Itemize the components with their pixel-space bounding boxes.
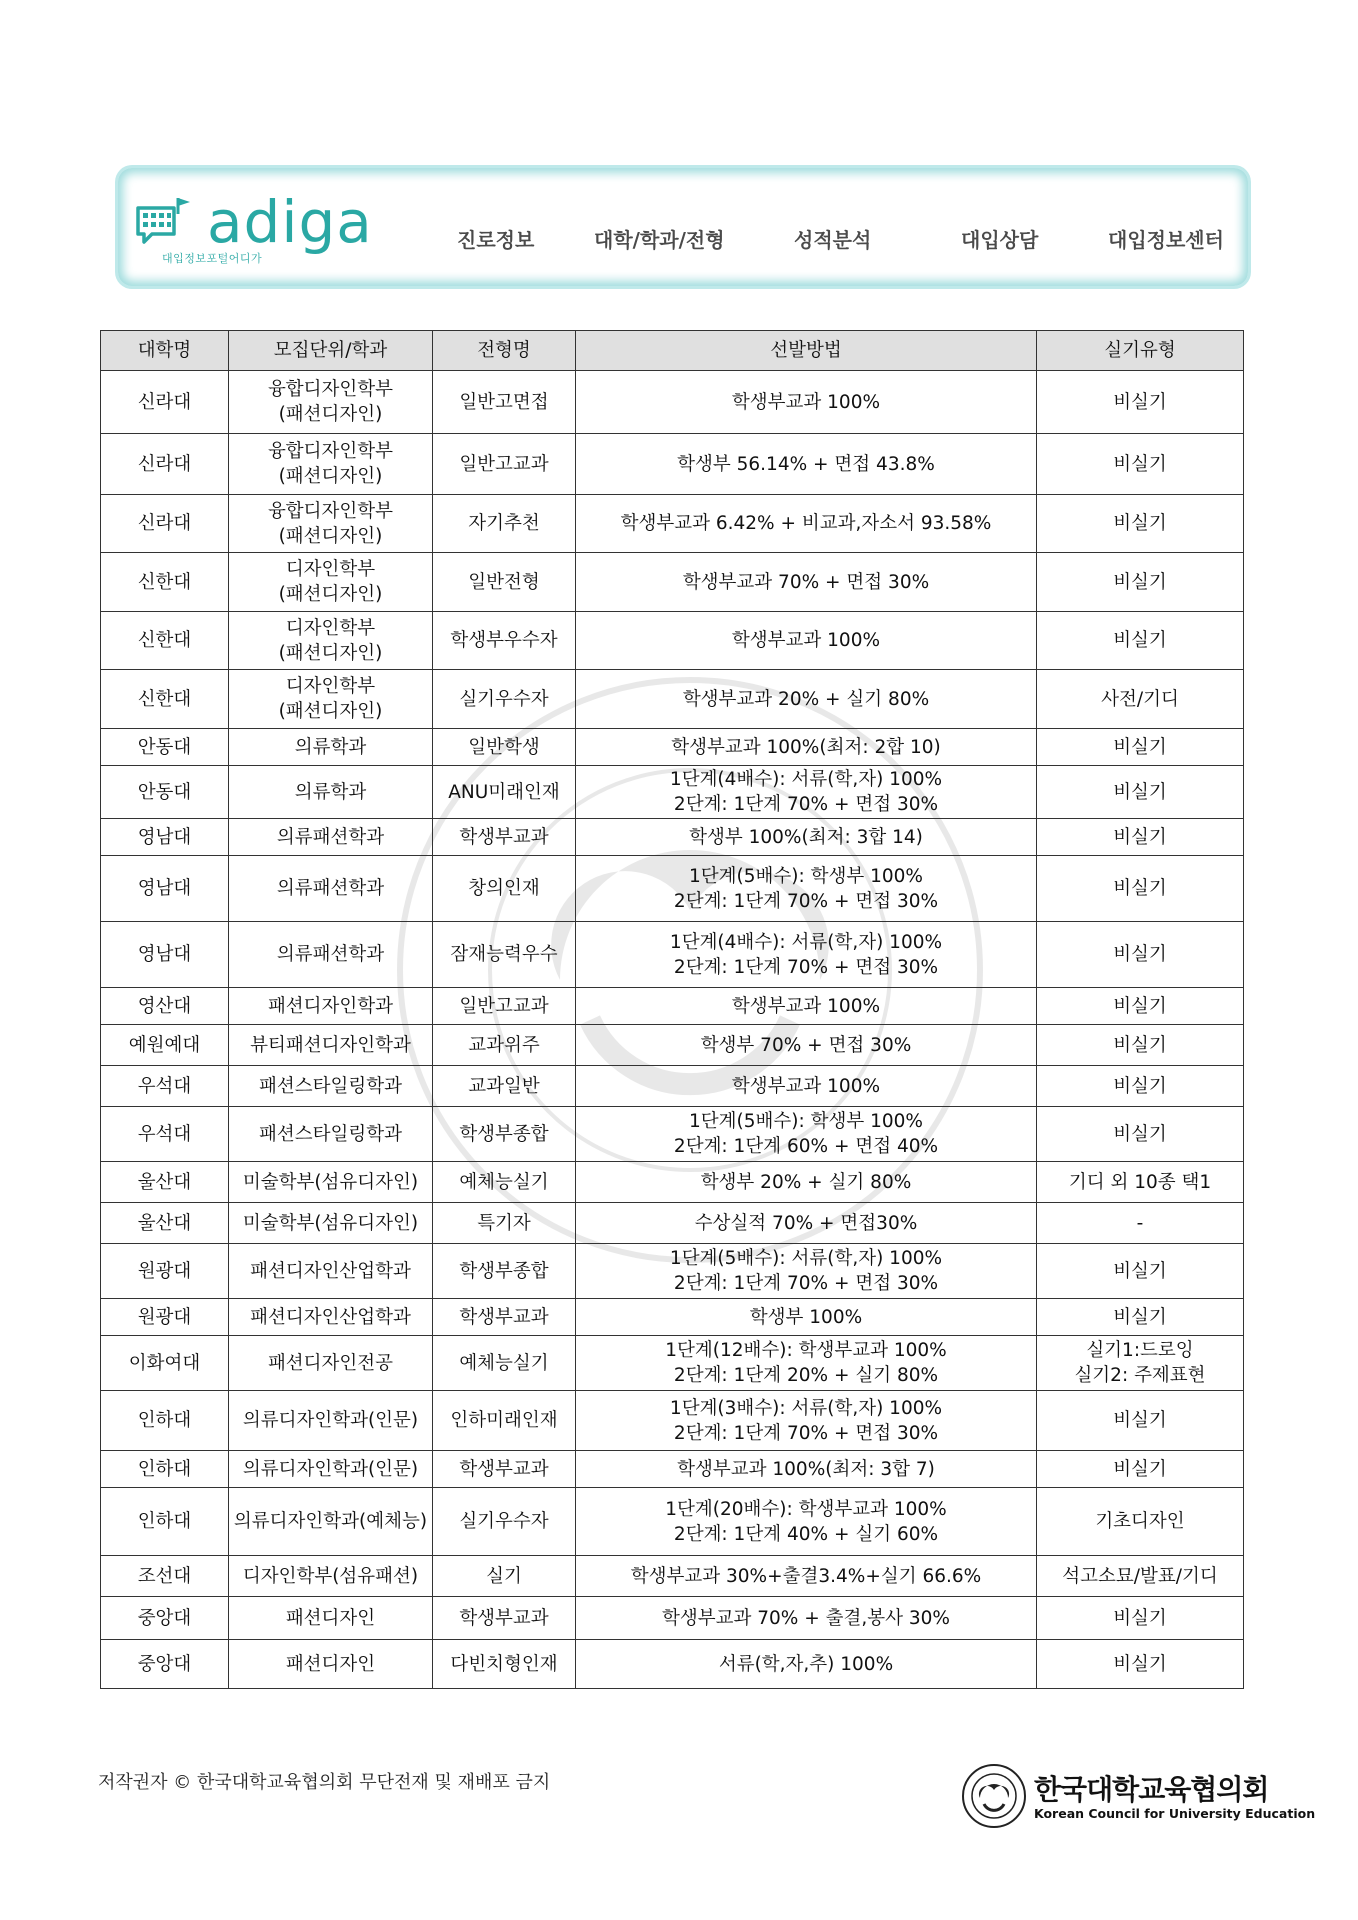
cell-university: 우석대: [101, 1066, 229, 1107]
cell-practical-type: 비실기: [1037, 553, 1244, 612]
cell-admission-type: 일반학생: [433, 729, 576, 766]
cell-department: [229, 434, 433, 495]
cell-admission-type: 인하미래인재: [433, 1391, 576, 1451]
logo-subtitle: 대입정보포털어디가: [162, 252, 263, 265]
cell-line: 1단계(4배수): 서류(학,자) 100%: [669, 931, 943, 953]
kcue-name-english: Korean Council for University Education: [1034, 1806, 1316, 1821]
table-row: [101, 1451, 1244, 1488]
cell-admission-type: 학생부교과: [433, 1597, 576, 1640]
cell-practical-type: 비실기: [1037, 766, 1244, 819]
cell-line: 2단계: 1단계 20% + 실기 80%: [673, 1365, 939, 1386]
table-row: [101, 495, 1244, 553]
column-header-university: 대학명: [101, 331, 229, 371]
cell-department: 패션스타일링학과: [229, 1066, 433, 1107]
adiga-logo[interactable]: [132, 190, 372, 270]
cell-university: 조선대: [101, 1556, 229, 1597]
cell-department: [229, 553, 433, 612]
cell-department: 미술학부(섬유디자인): [229, 1162, 433, 1203]
cell-department: [229, 670, 433, 729]
cell-selection-method: 학생부교과 30%+출결3.4%+실기 66.6%: [576, 1556, 1037, 1597]
cell-university: 이화여대: [101, 1336, 229, 1391]
table-row: [101, 1597, 1244, 1640]
cell-admission-type: 학생부종합: [433, 1107, 576, 1162]
cell-admission-type: 예체능실기: [433, 1336, 576, 1391]
cell-selection-method: [576, 1488, 1037, 1556]
table-row: [101, 1391, 1244, 1451]
cell-selection-method: 학생부교과 100%(최저: 3합 7): [576, 1451, 1037, 1488]
column-header-admission-type: 전형명: [433, 331, 576, 371]
cell-admission-type: 일반고면접: [433, 371, 576, 434]
column-header-department: 모집단위/학과: [229, 331, 433, 371]
cell-selection-method: 학생부교과 100%: [576, 612, 1037, 670]
cell-university: 원광대: [101, 1244, 229, 1299]
cell-university: 원광대: [101, 1299, 229, 1336]
cell-practical-type: 비실기: [1037, 922, 1244, 988]
table-row: [101, 1066, 1244, 1107]
cell-admission-type: 학생부우수자: [433, 612, 576, 670]
cell-admission-type: 일반고교과: [433, 988, 576, 1025]
cell-selection-method: 학생부교과 100%(최저: 2합 10): [576, 729, 1037, 766]
table-row: [101, 1244, 1244, 1299]
table-row: [101, 766, 1244, 819]
cell-department: [229, 495, 433, 553]
cell-admission-type: 일반고교과: [433, 434, 576, 495]
cell-line: 2단계: 1단계 70% + 면접 30%: [673, 794, 939, 815]
cell-selection-method: [576, 766, 1037, 819]
cell-line: 2단계: 1단계 70% + 면접 30%: [673, 1273, 939, 1294]
cell-admission-type: ANU미래인재: [433, 766, 576, 819]
cell-admission-type: 교과위주: [433, 1025, 576, 1066]
header-banner: [118, 168, 1248, 286]
table-row: [101, 729, 1244, 766]
cell-admission-type: 학생부종합: [433, 1244, 576, 1299]
cell-university: 울산대: [101, 1162, 229, 1203]
cell-practical-type: 비실기: [1037, 1391, 1244, 1451]
cell-practical-type: 비실기: [1037, 434, 1244, 495]
cell-selection-method: 학생부 56.14% + 면접 43.8%: [576, 434, 1037, 495]
table-row: [101, 1336, 1244, 1391]
cell-department: 의류패션학과: [229, 922, 433, 988]
cell-line: 디자인학부: [285, 676, 376, 697]
cell-university: 신한대: [101, 553, 229, 612]
cell-university: 영남대: [101, 819, 229, 856]
table-row: [101, 1556, 1244, 1597]
table-row: [101, 819, 1244, 856]
cell-selection-method: 수상실적 70% + 면접30%: [576, 1203, 1037, 1244]
cell-line: 실기1:드로잉: [1086, 1340, 1194, 1361]
cell-line: 디자인학부: [285, 559, 376, 580]
cell-line: 2단계: 1단계 40% + 실기 60%: [673, 1523, 939, 1545]
cell-department: 의류디자인학과(인문): [229, 1391, 433, 1451]
cell-university: 영산대: [101, 988, 229, 1025]
cell-department: 의류학과: [229, 729, 433, 766]
cell-selection-method: 학생부교과 6.42% + 비교과,자소서 93.58%: [576, 495, 1037, 553]
cell-practical-type: 비실기: [1037, 612, 1244, 670]
cell-admission-type: 교과일반: [433, 1066, 576, 1107]
cell-practical-type: 사전/기디: [1037, 670, 1244, 729]
cell-admission-type: 잠재능력우수: [433, 922, 576, 988]
cell-admission-type: 일반전형: [433, 553, 576, 612]
cell-department: 의류패션학과: [229, 856, 433, 922]
cell-admission-type: 다빈치형인재: [433, 1640, 576, 1689]
kcue-emblem-icon: [960, 1760, 1028, 1832]
cell-admission-type: 학생부교과: [433, 1299, 576, 1336]
cell-selection-method: [576, 922, 1037, 988]
table-header-row: [101, 331, 1244, 371]
cell-line: 2단계: 1단계 70% + 면접 30%: [673, 890, 939, 912]
cell-practical-type: 비실기: [1037, 1066, 1244, 1107]
table-row: [101, 988, 1244, 1025]
cell-department: 의류패션학과: [229, 819, 433, 856]
cell-department: 의류디자인학과(인문): [229, 1451, 433, 1488]
cell-selection-method: 학생부교과 20% + 실기 80%: [576, 670, 1037, 729]
table-row: [101, 856, 1244, 922]
cell-selection-method: [576, 1244, 1037, 1299]
cell-line: 융합디자인학부: [267, 441, 394, 462]
cell-department: 미술학부(섬유디자인): [229, 1203, 433, 1244]
table-row: [101, 670, 1244, 729]
cell-selection-method: 학생부교과 100%: [576, 371, 1037, 434]
nav-university-department[interactable]: 대학/학과/전형: [594, 228, 725, 252]
cell-line: 2단계: 1단계 60% + 면접 40%: [673, 1136, 939, 1157]
nav-admission-counseling[interactable]: 대입상담: [961, 228, 1039, 252]
cell-line: 1단계(5배수): 학생부 100%: [689, 1111, 923, 1132]
cell-department: 패션디자인산업학과: [229, 1244, 433, 1299]
table-row: [101, 1640, 1244, 1689]
cell-department: 패션디자인산업학과: [229, 1299, 433, 1336]
cell-university: 신라대: [101, 495, 229, 553]
table-row: [101, 434, 1244, 495]
cell-university: 영남대: [101, 922, 229, 988]
column-header-selection-method: 선발방법: [576, 331, 1037, 371]
cell-selection-method: 학생부교과 70% + 면접 30%: [576, 553, 1037, 612]
table-row: [101, 612, 1244, 670]
cell-practical-type: 비실기: [1037, 1025, 1244, 1066]
cell-line: 융합디자인학부: [267, 500, 394, 522]
kcue-logo: [960, 1760, 1316, 1840]
cell-selection-method: 학생부 70% + 면접 30%: [576, 1025, 1037, 1066]
table-row: [101, 1299, 1244, 1336]
cell-practical-type: 비실기: [1037, 1597, 1244, 1640]
cell-admission-type: 학생부교과: [433, 819, 576, 856]
cell-university: 신라대: [101, 434, 229, 495]
table-row: [101, 553, 1244, 612]
cell-selection-method: 서류(학,자,추) 100%: [576, 1640, 1037, 1689]
cell-selection-method: 학생부교과 70% + 출결,봉사 30%: [576, 1597, 1037, 1640]
cell-admission-type: 실기우수자: [433, 1488, 576, 1556]
cell-university: 신한대: [101, 612, 229, 670]
cell-selection-method: [576, 856, 1037, 922]
cell-university: 신라대: [101, 371, 229, 434]
table-row: [101, 1488, 1244, 1556]
cell-university: 울산대: [101, 1203, 229, 1244]
cell-line: (패션디자인): [278, 584, 383, 605]
table-row: [101, 1162, 1244, 1203]
kcue-name-korean: 한국대학교육협의회: [1034, 1773, 1269, 1806]
cell-line: 2단계: 1단계 70% + 면접 30%: [673, 956, 939, 978]
cell-practical-type: 비실기: [1037, 1640, 1244, 1689]
cell-selection-method: 학생부 100%(최저: 3합 14): [576, 819, 1037, 856]
table-row: [101, 922, 1244, 988]
nav-score-analysis[interactable]: 성적분석: [794, 228, 872, 252]
cell-admission-type: 예체능실기: [433, 1162, 576, 1203]
copyright-notice: 저작권자 © 한국대학교육협의회 무단전재 및 재배포 금지: [98, 1772, 551, 1793]
cell-admission-type: 학생부교과: [433, 1451, 576, 1488]
cell-practical-type: [1037, 1336, 1244, 1391]
table-row: [101, 371, 1244, 434]
cell-department: 패션스타일링학과: [229, 1107, 433, 1162]
cell-university: 인하대: [101, 1488, 229, 1556]
cell-line: 2단계: 1단계 70% + 면접 30%: [673, 1422, 939, 1444]
cell-university: 안동대: [101, 766, 229, 819]
cell-practical-type: 비실기: [1037, 371, 1244, 434]
cell-practical-type: 비실기: [1037, 988, 1244, 1025]
cell-department: 패션디자인학과: [229, 988, 433, 1025]
building-chat-icon: [132, 194, 194, 250]
cell-department: [229, 371, 433, 434]
cell-practical-type: 비실기: [1037, 819, 1244, 856]
cell-department: 패션디자인: [229, 1640, 433, 1689]
admissions-table: [100, 330, 1244, 1689]
cell-admission-type: 특기자: [433, 1203, 576, 1244]
cell-university: 신한대: [101, 670, 229, 729]
cell-university: 우석대: [101, 1107, 229, 1162]
cell-line: 1단계(3배수): 서류(학,자) 100%: [669, 1397, 943, 1419]
cell-practical-type: 비실기: [1037, 729, 1244, 766]
cell-practical-type: 기디 외 10종 택1: [1037, 1162, 1244, 1203]
cell-practical-type: 비실기: [1037, 1299, 1244, 1336]
cell-selection-method: 학생부 20% + 실기 80%: [576, 1162, 1037, 1203]
cell-line: (패션디자인): [278, 466, 383, 487]
cell-selection-method: 학생부교과 100%: [576, 1066, 1037, 1107]
cell-selection-method: [576, 1391, 1037, 1451]
cell-practical-type: 비실기: [1037, 856, 1244, 922]
cell-selection-method: 학생부 100%: [576, 1299, 1037, 1336]
cell-department: 의류디자인학과(예체능): [229, 1488, 433, 1556]
cell-department: 뷰티패션디자인학과: [229, 1025, 433, 1066]
cell-department: 디자인학부(섬유패션): [229, 1556, 433, 1597]
cell-practical-type: 비실기: [1037, 1451, 1244, 1488]
cell-selection-method: [576, 1336, 1037, 1391]
cell-admission-type: 실기우수자: [433, 670, 576, 729]
cell-university: 예원예대: [101, 1025, 229, 1066]
cell-department: [229, 612, 433, 670]
table-row: [101, 1107, 1244, 1162]
cell-line: (패션디자인): [278, 701, 383, 722]
cell-line: (패션디자인): [278, 642, 383, 664]
cell-admission-type: 창의인재: [433, 856, 576, 922]
table-body: [101, 371, 1244, 1689]
cell-university: 안동대: [101, 729, 229, 766]
cell-university: 영남대: [101, 856, 229, 922]
cell-practical-type: 비실기: [1037, 1244, 1244, 1299]
cell-line: (패션디자인): [278, 525, 383, 547]
cell-practical-type: 비실기: [1037, 1107, 1244, 1162]
cell-line: 1단계(5배수): 학생부 100%: [689, 865, 923, 887]
cell-practical-type: 비실기: [1037, 495, 1244, 553]
column-header-practical-type: 실기유형: [1037, 331, 1244, 371]
logo-wordmark: adiga: [207, 188, 373, 256]
cell-department: 의류학과: [229, 766, 433, 819]
table-row: [101, 1203, 1244, 1244]
cell-practical-type: 기초디자인: [1037, 1488, 1244, 1556]
cell-practical-type: 석고소묘/발표/기디: [1037, 1556, 1244, 1597]
cell-line: 융합디자인학부: [267, 379, 394, 400]
cell-university: 인하대: [101, 1451, 229, 1488]
cell-practical-type: -: [1037, 1203, 1244, 1244]
cell-line: (패션디자인): [278, 404, 383, 425]
nav-admission-info-center[interactable]: 대입정보센터: [1108, 228, 1224, 252]
cell-department: 패션디자인: [229, 1597, 433, 1640]
cell-admission-type: 실기: [433, 1556, 576, 1597]
cell-university: 중앙대: [101, 1597, 229, 1640]
cell-line: 1단계(20배수): 학생부교과 100%: [665, 1498, 947, 1520]
cell-selection-method: 학생부교과 100%: [576, 988, 1037, 1025]
nav-career-info[interactable]: 진로정보: [457, 228, 535, 252]
cell-line: 실기2: 주제표현: [1074, 1365, 1206, 1386]
cell-admission-type: 자기추천: [433, 495, 576, 553]
cell-university: 중앙대: [101, 1640, 229, 1689]
cell-line: 1단계(5배수): 서류(학,자) 100%: [669, 1248, 943, 1269]
cell-line: 1단계(12배수): 학생부교과 100%: [665, 1340, 947, 1361]
cell-department: 패션디자인전공: [229, 1336, 433, 1391]
cell-line: 1단계(4배수): 서류(학,자) 100%: [669, 769, 943, 790]
cell-selection-method: [576, 1107, 1037, 1162]
cell-university: 인하대: [101, 1391, 229, 1451]
table-row: [101, 1025, 1244, 1066]
cell-line: 디자인학부: [285, 617, 376, 639]
